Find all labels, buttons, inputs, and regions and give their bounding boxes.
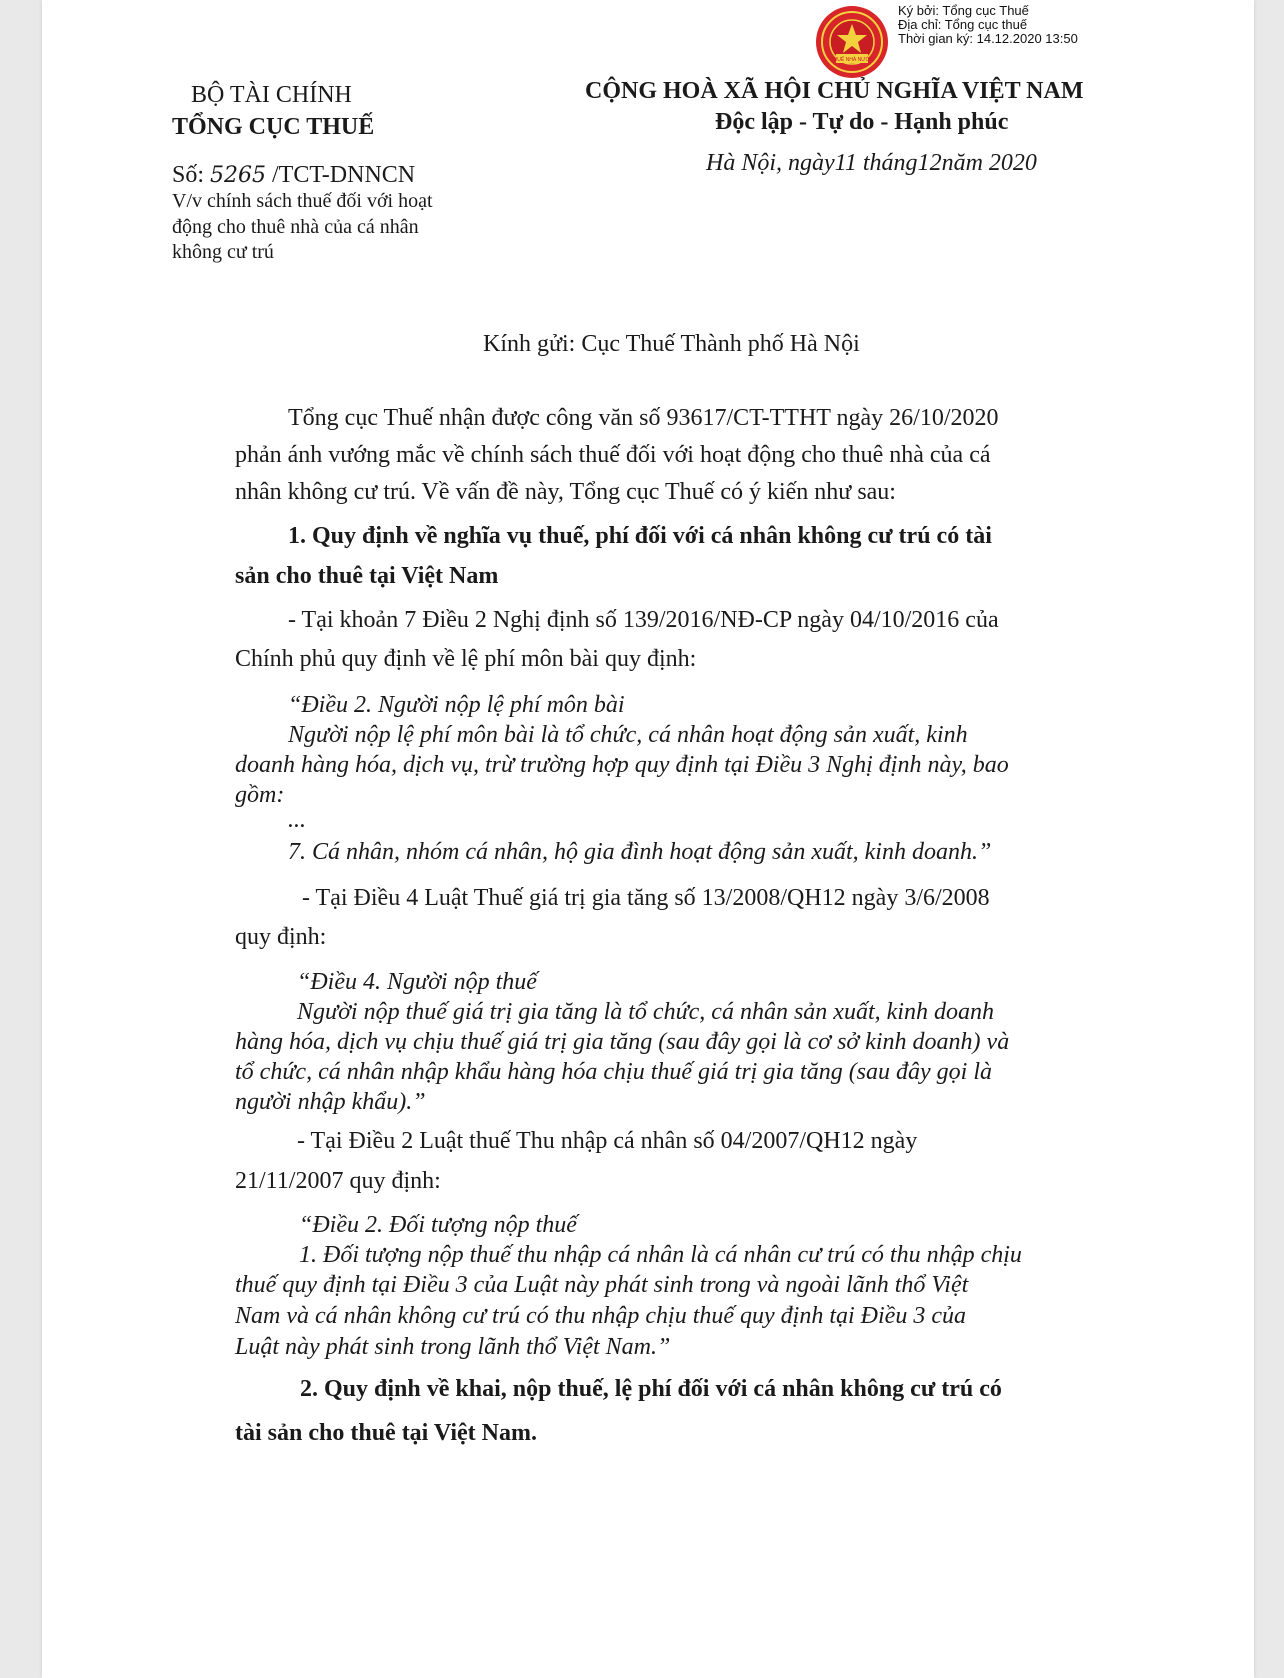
issue-date [706,150,1037,177]
seal-text: THUẾ NHÀ NƯỚC [830,57,874,63]
quote-line: 1. Đối tượng nộp thuế thu nhập cá nhân là cá nhân cư trú có thu nhập chịu [299,1242,1022,1268]
signing-time: Thời gian ký: 14.12.2020 13:50 [898,31,1078,46]
number-suffix: /TCT-DNNCN [272,162,416,188]
number-value: 5265 [210,163,267,188]
document-page [42,0,1254,1678]
quote-line: “Điều 4. Người nộp thuế [297,969,537,995]
body-line: Tổng cục Thuế nhận được công văn số 93617/CT-TTHT ngày 26/10/2020 [288,405,999,431]
quote-line: Người nộp lệ phí môn bài là tổ chức, cá nhân hoạt động sản xuất, kinh [288,722,968,748]
body-line: phản ánh vướng mắc về chính sách thuế đối với hoạt động cho thuê nhà của cá [235,442,991,468]
tax-seal-icon [814,4,890,80]
section-heading: sản cho thuê tại Việt Nam [235,563,499,589]
body-line: nhân không cư trú. Về vấn đề này, Tổng cục Thuế có ý kiến như sau: [235,479,896,505]
quote-line: Luật này phát sinh trong lãnh thổ Việt Nam.” [235,1334,671,1360]
quote-line: hàng hóa, dịch vụ chịu thuế giá trị gia tăng (sau đây gọi là cơ sở kinh doanh) và [235,1029,1010,1055]
number-prefix: Số: [172,162,205,188]
date-year: năm 2020 [941,150,1037,176]
body-line: - Tại Điều 2 Luật thuế Thu nhập cá nhân số 04/2007/QH12 ngày [297,1128,918,1154]
department-name: TỔNG CỤC THUẾ [172,114,375,140]
section-heading: tài sản cho thuê tại Việt Nam. [235,1420,537,1446]
subject-line-3: không cư trú [172,241,274,263]
republic-title: CỘNG HOÀ XÃ HỘI CHỦ NGHĨA VIỆT NAM [585,78,1084,104]
quote-line: ... [288,807,306,833]
document-number [172,162,415,189]
digital-signature [898,4,1078,46]
date-month: 12 [917,150,942,176]
signed-by: Ký bởi: Tổng cục Thuế [898,3,1029,18]
motto: Độc lập - Tự do - Hạnh phúc [715,109,1009,135]
quote-line: doanh hàng hóa, dịch vụ, trừ trường hợp quy định tại Điều 3 Nghị định này, bao [235,752,1009,778]
quote-line: 7. Cá nhân, nhóm cá nhân, hộ gia đình hoạt động sản xuất, kinh doanh.” [288,839,992,865]
body-line: Chính phủ quy định về lệ phí môn bài quy định: [235,646,697,672]
date-prefix: Hà Nội, ngày [706,150,835,176]
quote-line: Người nộp thuế giá trị gia tăng là tổ chức, cá nhân sản xuất, kinh doanh [297,999,994,1025]
body-line: quy định: [235,924,327,950]
section-heading: 1. Quy định về nghĩa vụ thuế, phí đối với cá nhân không cư trú có tài [288,523,992,549]
subject-line-2: động cho thuê nhà của cá nhân [172,216,419,238]
quote-line: Nam và cá nhân không cư trú có thu nhập chịu thuế quy định tại Điều 3 của [235,1303,966,1329]
section-heading: 2. Quy định về khai, nộp thuế, lệ phí đối với cá nhân không cư trú có [300,1376,1002,1402]
recipient-line: Kính gửi: Cục Thuế Thành phố Hà Nội [483,331,860,357]
subject-line-1: V/v chính sách thuế đối với hoạt [172,190,433,212]
quote-line: “Điều 2. Người nộp lệ phí môn bài [288,692,625,718]
signer-address: Địa chỉ: Tổng cục thuế [898,17,1028,32]
ministry-name: BỘ TÀI CHÍNH [191,82,352,108]
quote-line: tổ chức, cá nhân nhập khẩu hàng hóa chịu thuế giá trị gia tăng (sau đây gọi là [235,1059,993,1085]
quote-line: “Điều 2. Đối tượng nộp thuế [299,1212,577,1238]
body-line: - Tại khoản 7 Điều 2 Nghị định số 139/2016/NĐ-CP ngày 04/10/2016 của [288,607,999,633]
date-month-label: tháng [862,150,918,176]
quote-line: gồm: [235,782,285,808]
quote-line: thuế quy định tại Điều 3 của Luật này phát sinh trong và ngoài lãnh thổ Việt [235,1272,969,1298]
date-day: 11 [834,150,857,176]
body-line: 21/11/2007 quy định: [235,1168,441,1194]
body-line: - Tại Điều 4 Luật Thuế giá trị gia tăng số 13/2008/QH12 ngày 3/6/2008 [302,885,990,911]
quote-line: người nhập khẩu).” [235,1089,426,1115]
